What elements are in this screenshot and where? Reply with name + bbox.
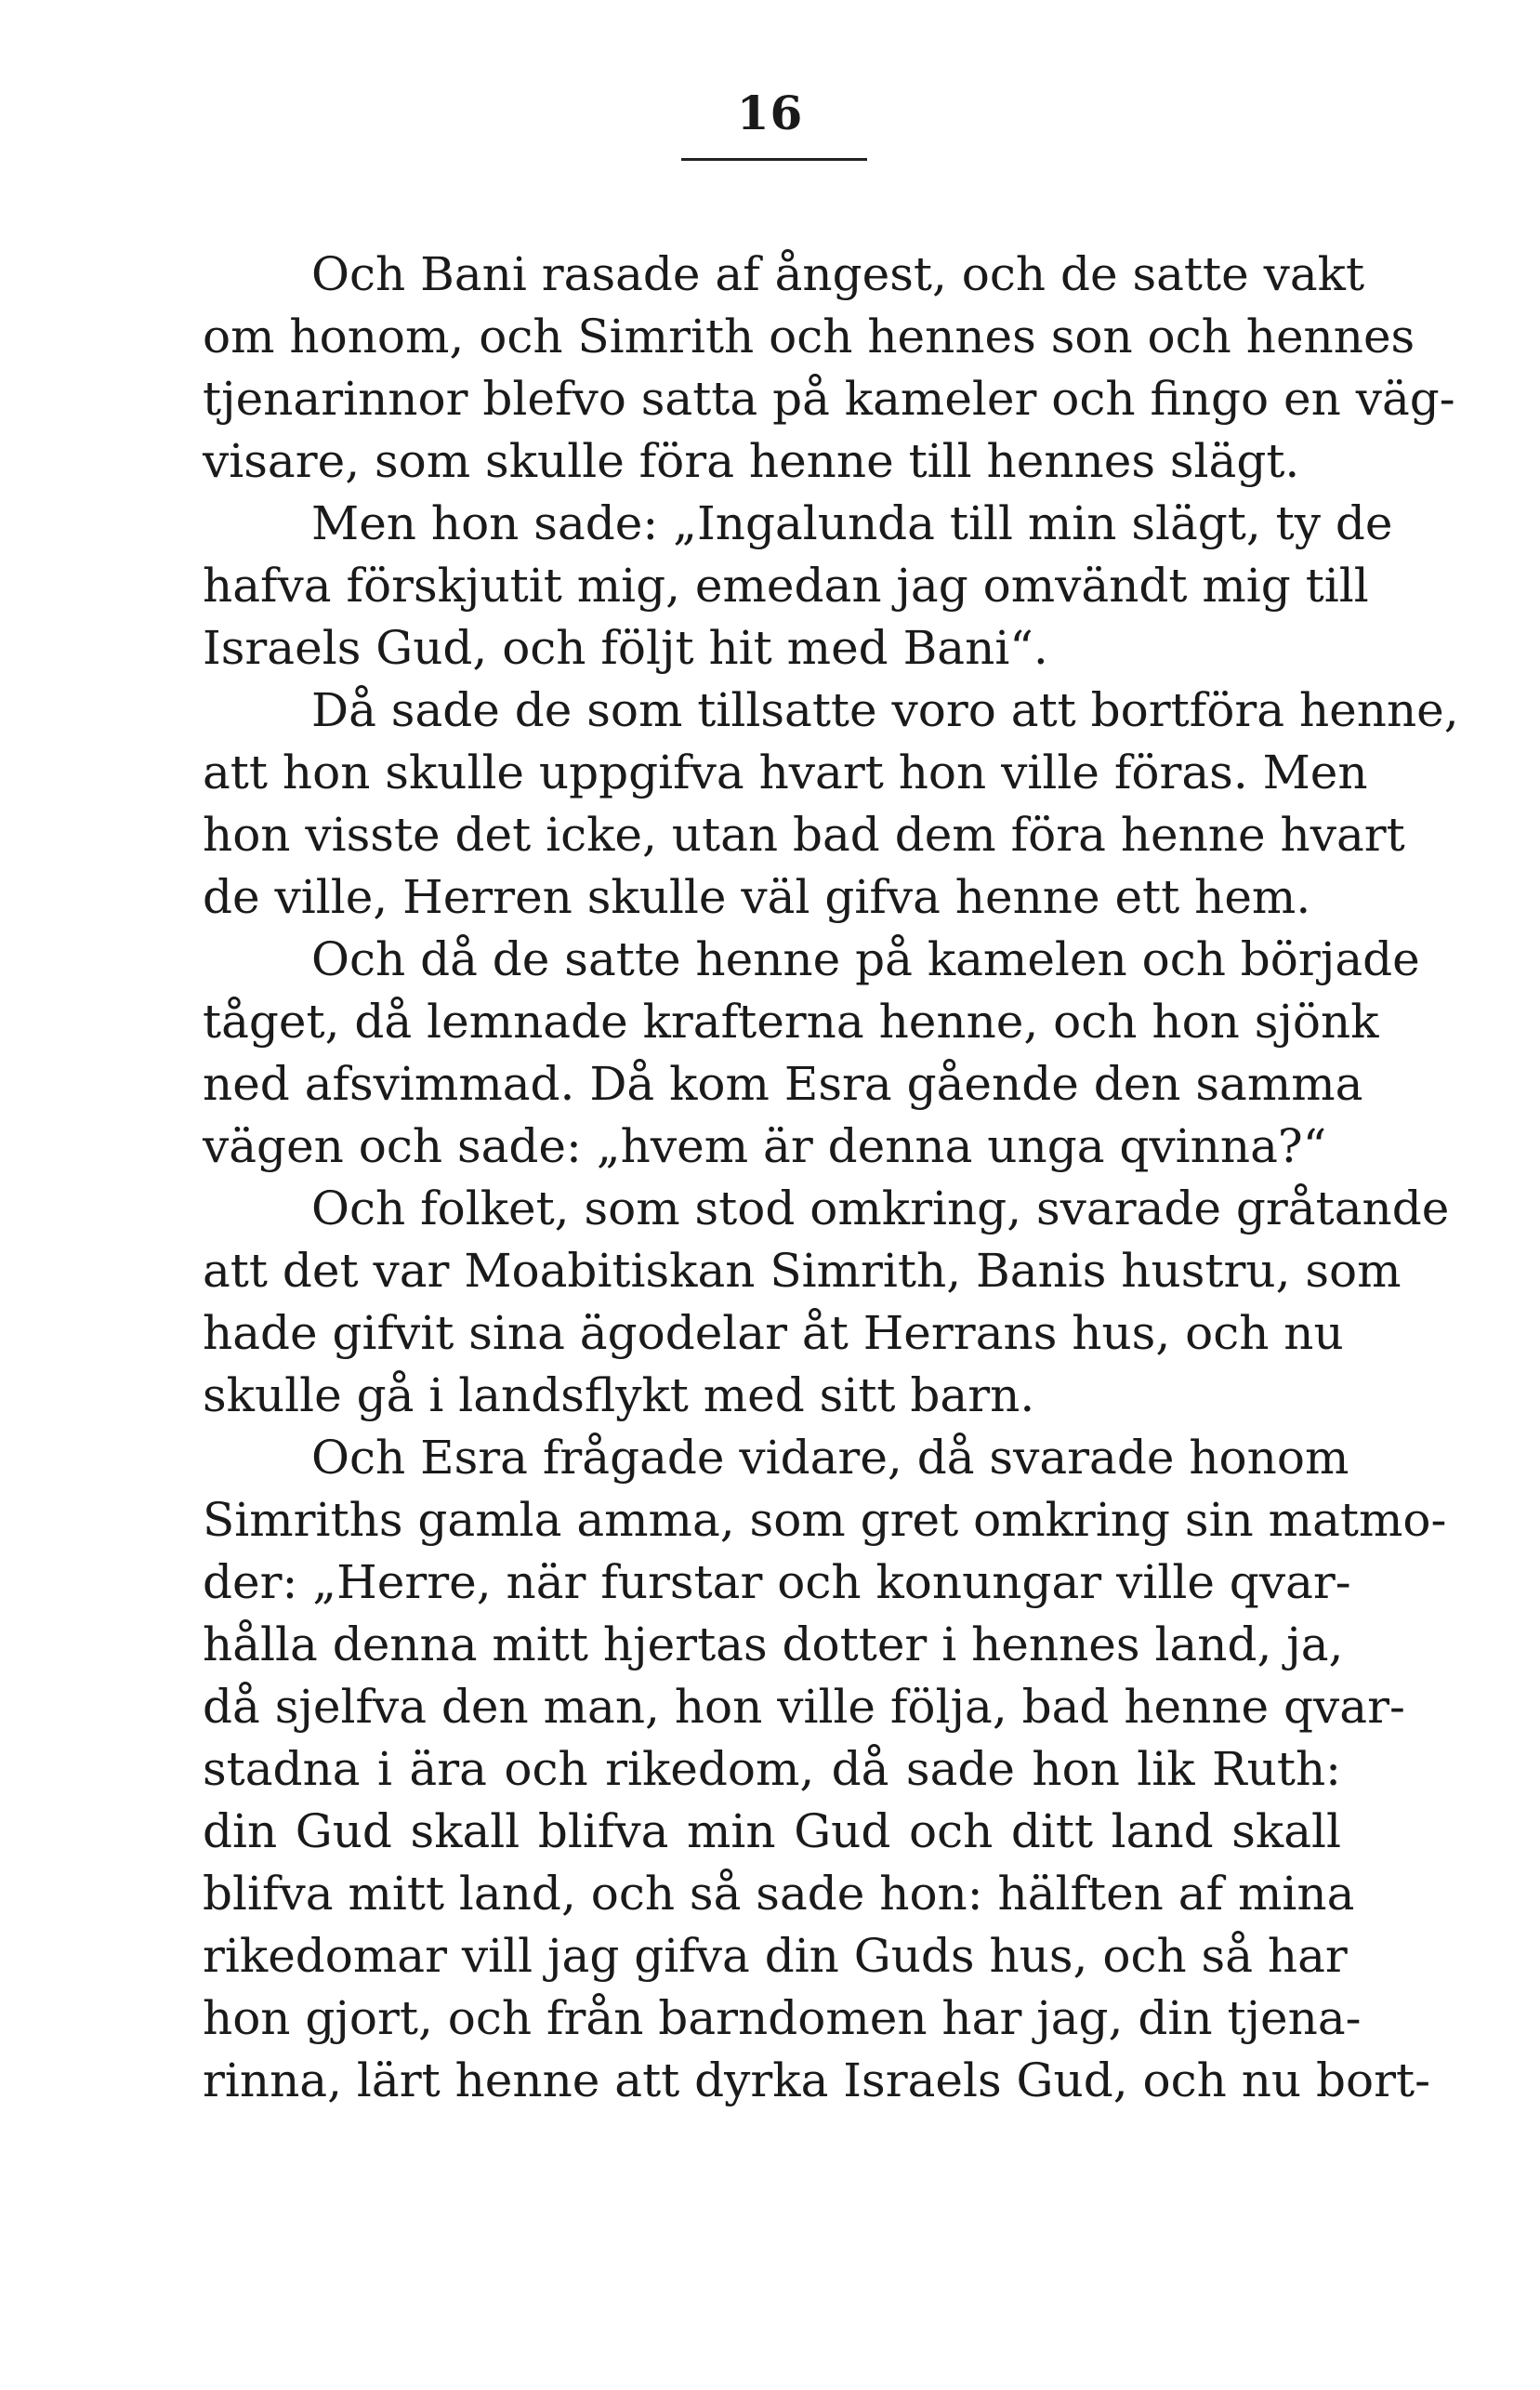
body-text — [203, 244, 1459, 2112]
header-rule — [681, 158, 867, 161]
page-number: 16 — [736, 86, 804, 140]
text-line-16: Och folket, som stod omkring, svarade gråtande — [311, 1182, 1450, 1235]
text-line-20: Och Esra frågade vidare, då svarade honom — [311, 1431, 1349, 1485]
text-line-30: rinna, lärt henne att dyrka Israels Gud, och nu bort- — [203, 2053, 1430, 2107]
text-line-21: Simriths gamla amma, som gret omkring sin matmo- — [203, 1493, 1447, 1547]
text-line-14: ned afsvimmad. Då kom Esra gående den samma — [203, 1057, 1363, 1111]
text-line-2: om honom, och Simrith och hennes son och hennes — [203, 310, 1415, 363]
text-line-3: tjenarinnor blefvo satta på kameler och fingo en väg- — [203, 372, 1455, 426]
text-line-23: hålla denna mitt hjertas dotter i hennes land, ja, — [203, 1618, 1344, 1671]
text-line-22: der: „Herre, när furstar och konungar ville qvar- — [203, 1555, 1351, 1609]
text-line-15: vägen och sade: „hvem är denna unga qvinna?“ — [203, 1119, 1327, 1173]
text-line-17: att det var Moabitiskan Simrith, Banis hustru, som — [203, 1244, 1402, 1298]
text-line-29: hon gjort, och från barndomen har jag, din tjena- — [203, 1991, 1362, 2045]
text-line-8: Då sade de som tillsatte voro att bortföra henne, — [311, 683, 1459, 737]
text-line-13: tåget, då lemnade krafterna henne, och hon sjönk — [203, 995, 1379, 1049]
text-line-5: Men hon sade: „Ingalunda till min slägt, ty de — [311, 496, 1393, 550]
text-line-18: hade gifvit sina ägodelar åt Herrans hus, och nu — [203, 1306, 1344, 1360]
text-line-28: rikedomar vill jag gifva din Guds hus, och så har — [203, 1929, 1348, 1983]
text-line-19: skulle gå i landsflykt med sitt barn. — [203, 1368, 1035, 1422]
text-line-4: visare, som skulle föra henne till hennes slägt. — [203, 434, 1300, 488]
text-line-12: Och då de satte henne på kamelen och började — [311, 932, 1420, 986]
text-line-25: stadna i ära och rikedom, då sade hon lik Ruth: — [203, 1742, 1341, 1796]
text-line-11: de ville, Herren skulle väl gifva henne ett hem. — [203, 870, 1311, 924]
text-line-9: att hon skulle uppgifva hvart hon ville föras. Men — [203, 746, 1368, 799]
text-line-1: Och Bani rasade af ångest, och de satte vakt — [311, 247, 1365, 301]
text-line-6: hafva förskjutit mig, emedan jag omvändt mig till — [203, 559, 1369, 613]
text-line-24: då sjelfva den man, hon ville följa, bad henne qvar- — [203, 1680, 1405, 1734]
text-line-10: hon visste det icke, utan bad dem föra henne hvart — [203, 808, 1405, 862]
text-line-26: din Gud skall blifva min Gud och ditt land skall — [203, 1804, 1341, 1858]
text-line-7: Israels Gud, och följt hit med Bani“. — [203, 621, 1048, 675]
text-line-27: blifva mitt land, och så sade hon: hälften af mina — [203, 1867, 1355, 1921]
